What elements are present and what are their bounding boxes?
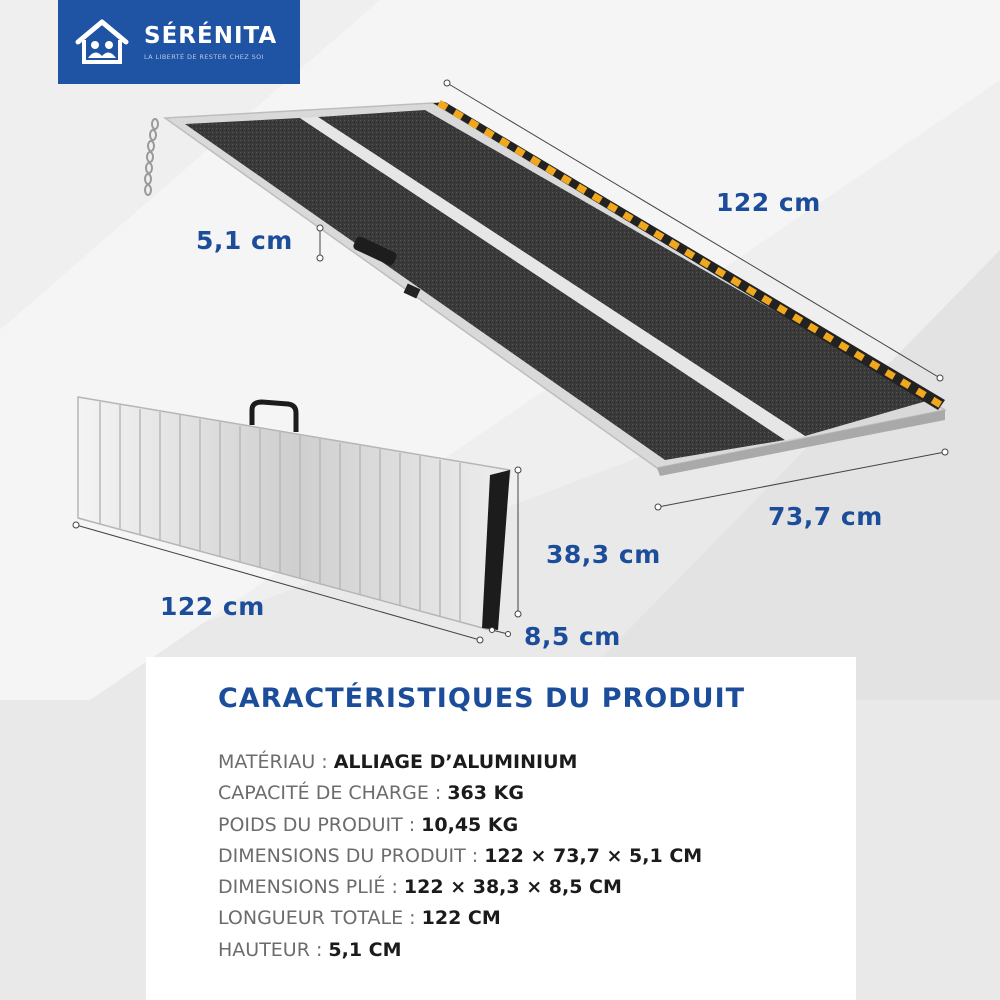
spec-label: LONGUEUR TOTALE : [218, 907, 422, 930]
spec-value: 122 CM [421, 907, 501, 930]
spec-row [218, 935, 702, 966]
spec-value: 122 × 38,3 × 8,5 CM [403, 876, 622, 899]
spec-row [218, 872, 702, 903]
spec-label: CAPACITÉ DE CHARGE : [218, 782, 448, 805]
dim-open-height: 5,1 cm [196, 226, 293, 255]
spec-value: ALLIAGE D’ALUMINIUM [333, 751, 578, 773]
dim-open-width: 73,7 cm [768, 502, 883, 531]
brand-name: SÉRÉNITA [144, 23, 278, 49]
spec-value: 122 × 73,7 × 5,1 CM [484, 844, 703, 867]
dim-folded-width: 38,3 cm [546, 540, 661, 569]
spec-label: MATÉRIAU : [218, 751, 334, 773]
spec-value: 5,1 CM [328, 938, 402, 961]
spec-row [218, 778, 702, 809]
spec-label: HAUTEUR : [218, 938, 329, 961]
specs-title: CARACTÉRISTIQUES DU PRODUIT [218, 683, 746, 714]
spec-row [218, 747, 702, 778]
spec-label: DIMENSIONS DU PRODUIT : [218, 844, 485, 867]
dim-folded-length: 122 cm [160, 592, 265, 621]
spec-list [218, 747, 702, 966]
spec-label: DIMENSIONS PLIÉ : [218, 876, 404, 899]
spec-value: 10,45 KG [421, 813, 519, 836]
spec-row [218, 810, 702, 841]
chain [145, 119, 158, 195]
folded-ramp [73, 397, 521, 643]
spec-value: 363 KG [447, 782, 524, 805]
spec-label: POIDS DU PRODUIT : [218, 813, 422, 836]
dim-open-length: 122 cm [716, 188, 821, 217]
spec-row [218, 903, 702, 934]
specs-panel [146, 657, 856, 1000]
spec-row [218, 841, 702, 872]
dim-folded-thickness: 8,5 cm [524, 622, 621, 651]
brand-tagline: LA LIBERTÉ DE RESTER CHEZ SOI [144, 53, 264, 61]
